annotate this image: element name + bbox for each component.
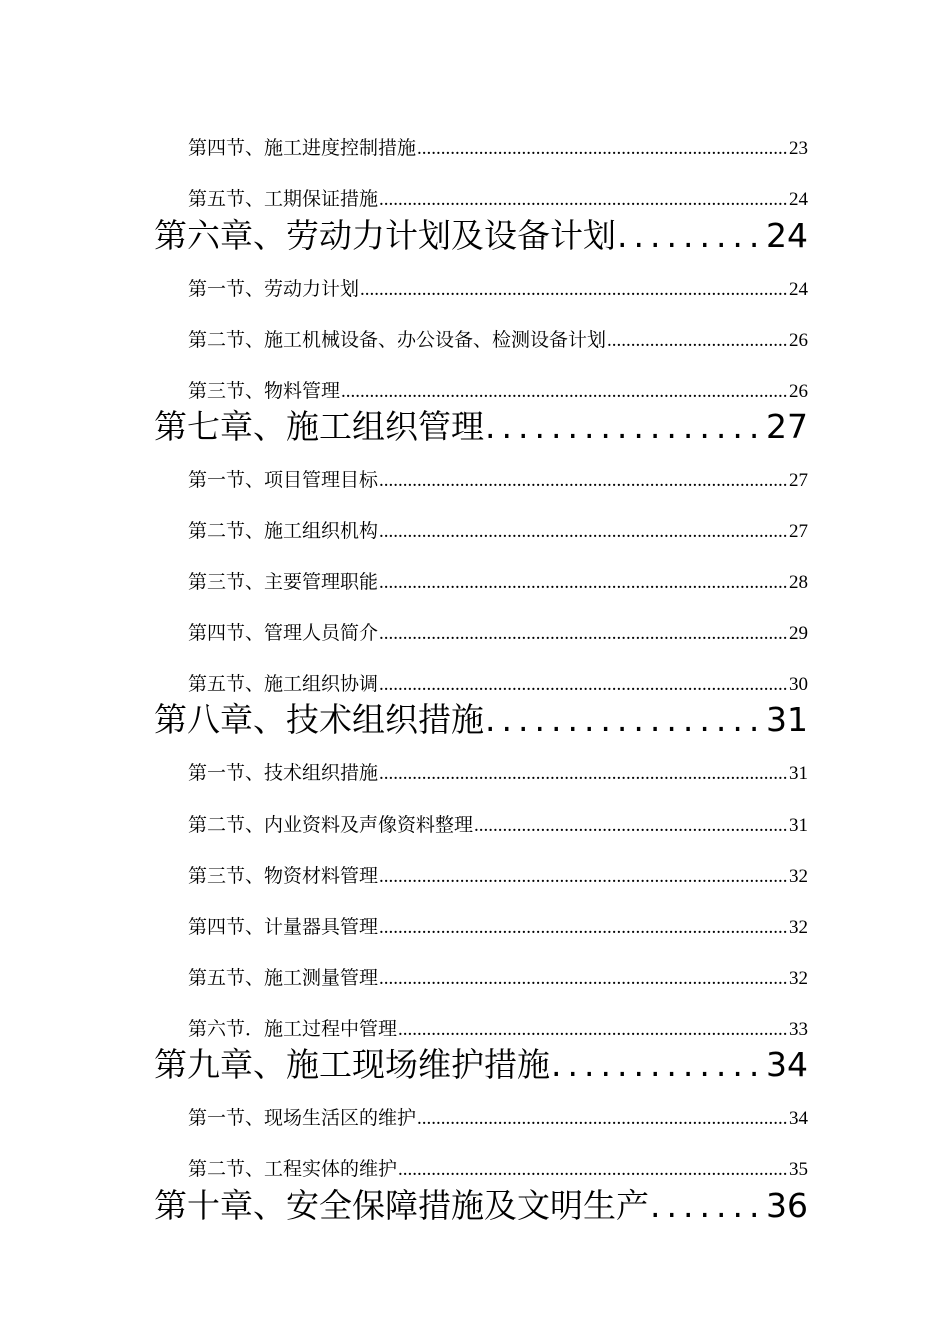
toc-entry[interactable] [188, 326, 808, 354]
toc-entry-title: 第三节、物资材料管理 [188, 865, 379, 887]
toc-entry-title: 第四节、计量器具管理 [188, 916, 379, 938]
toc-entry[interactable] [188, 466, 808, 494]
dot-leader [398, 1156, 788, 1183]
toc-entry[interactable] [188, 1015, 808, 1043]
dot-leader [417, 135, 788, 162]
dot-leader [379, 186, 788, 213]
toc-chapter-title: 第十章、安全保障措施及文明生产 [154, 1186, 649, 1225]
dot-leader [607, 327, 788, 354]
toc-entry-page: 35 [789, 1159, 808, 1180]
toc-entry[interactable] [188, 619, 808, 647]
toc-chapter-title: 第九章、施工现场维护措施 [154, 1045, 550, 1084]
toc-entry[interactable] [188, 964, 808, 992]
toc-entry[interactable] [188, 811, 808, 839]
toc-entry-title: 第二节、工程实体的维护 [188, 1158, 398, 1180]
dot-leader [474, 812, 788, 839]
dot-leader [379, 863, 788, 890]
toc-entry-page: 24 [789, 279, 808, 300]
toc-chapter-page: 36 [766, 1186, 808, 1225]
toc-entry-page: 26 [789, 381, 808, 402]
toc-entry-page: 32 [789, 917, 808, 938]
dot-leader [485, 407, 765, 447]
toc-entry[interactable] [188, 1104, 808, 1132]
toc-chapter-page: 34 [766, 1045, 808, 1084]
toc-entry-title: 第一节、项目管理目标 [188, 469, 379, 491]
toc-entry-page: 32 [789, 968, 808, 989]
toc-entry-title: 第五节、施工组织协调 [188, 673, 379, 695]
dot-leader [379, 569, 788, 596]
toc-entry-title: 第一节、现场生活区的维护 [188, 1107, 417, 1129]
toc-chapter-entry[interactable] [154, 407, 808, 447]
dot-leader [379, 518, 788, 545]
toc-entry-title: 第三节、主要管理职能 [188, 571, 379, 593]
toc-entry-page: 34 [789, 1108, 808, 1129]
toc-chapter-entry[interactable] [154, 1186, 808, 1226]
toc-entry-page: 27 [789, 521, 808, 542]
toc-entry-title: 第一节、技术组织措施 [188, 762, 379, 784]
toc-chapter-title: 第七章、施工组织管理 [154, 407, 484, 446]
toc-entry[interactable] [188, 1155, 808, 1183]
toc-entry-page: 27 [789, 470, 808, 491]
toc-entry-page: 23 [789, 138, 808, 159]
toc-chapter-page: 27 [766, 407, 808, 446]
toc-chapter-page: 31 [766, 700, 808, 739]
dot-leader [379, 671, 788, 698]
dot-leader [379, 467, 788, 494]
toc-chapter-title: 第六章、劳动力计划及设备计划 [154, 216, 616, 255]
dot-leader [379, 914, 788, 941]
dot-leader [398, 1016, 788, 1043]
toc-chapter-entry[interactable] [154, 216, 808, 256]
toc-entry-page: 26 [789, 330, 808, 351]
toc-entry[interactable] [188, 759, 808, 787]
toc-chapter-entry[interactable] [154, 1045, 808, 1085]
dot-leader [379, 965, 788, 992]
toc-entry-page: 28 [789, 572, 808, 593]
toc-chapter-page: 24 [766, 216, 808, 255]
toc-chapter-title: 第八章、技术组织措施 [154, 700, 484, 739]
toc-entry-title: 第四节、管理人员简介 [188, 622, 379, 644]
dot-leader [417, 1105, 788, 1132]
dot-leader [617, 216, 765, 256]
toc-entry-page: 29 [789, 623, 808, 644]
toc-entry-page: 31 [789, 815, 808, 836]
toc-entry-title: 第二节、施工组织机构 [188, 520, 379, 542]
toc-entry[interactable] [188, 275, 808, 303]
toc-entry-title: 第四节、施工进度控制措施 [188, 137, 417, 159]
toc-entry[interactable] [188, 568, 808, 596]
toc-chapter-entry[interactable] [154, 700, 808, 740]
dot-leader [341, 378, 788, 405]
dot-leader [650, 1186, 765, 1226]
dot-leader [551, 1045, 765, 1085]
toc-entry[interactable] [188, 185, 808, 213]
dot-leader [379, 620, 788, 647]
dot-leader [379, 760, 788, 787]
toc-entry-page: 30 [789, 674, 808, 695]
toc-entry-title: 第三节、物料管理 [188, 380, 341, 402]
toc-entry[interactable] [188, 862, 808, 890]
toc-entry-title: 第一节、劳动力计划 [188, 278, 360, 300]
toc-entry-page: 33 [789, 1019, 808, 1040]
toc-entry-page: 31 [789, 763, 808, 784]
toc-entry-title: 第六节．施工过程中管理 [188, 1018, 398, 1040]
dot-leader [360, 276, 788, 303]
toc-entry[interactable] [188, 913, 808, 941]
toc-entry[interactable] [188, 517, 808, 545]
toc-entry[interactable] [188, 377, 808, 405]
toc-entry-title: 第五节、施工测量管理 [188, 967, 379, 989]
toc-entry[interactable] [188, 134, 808, 162]
toc-entry-title: 第五节、工期保证措施 [188, 188, 379, 210]
toc-entry-title: 第二节、施工机械设备、办公设备、检测设备计划 [188, 329, 607, 351]
toc-entry-page: 32 [789, 866, 808, 887]
dot-leader [485, 700, 765, 740]
toc-entry[interactable] [188, 670, 808, 698]
toc-entry-page: 24 [789, 189, 808, 210]
toc-entry-title: 第二节、内业资料及声像资料整理 [188, 814, 474, 836]
